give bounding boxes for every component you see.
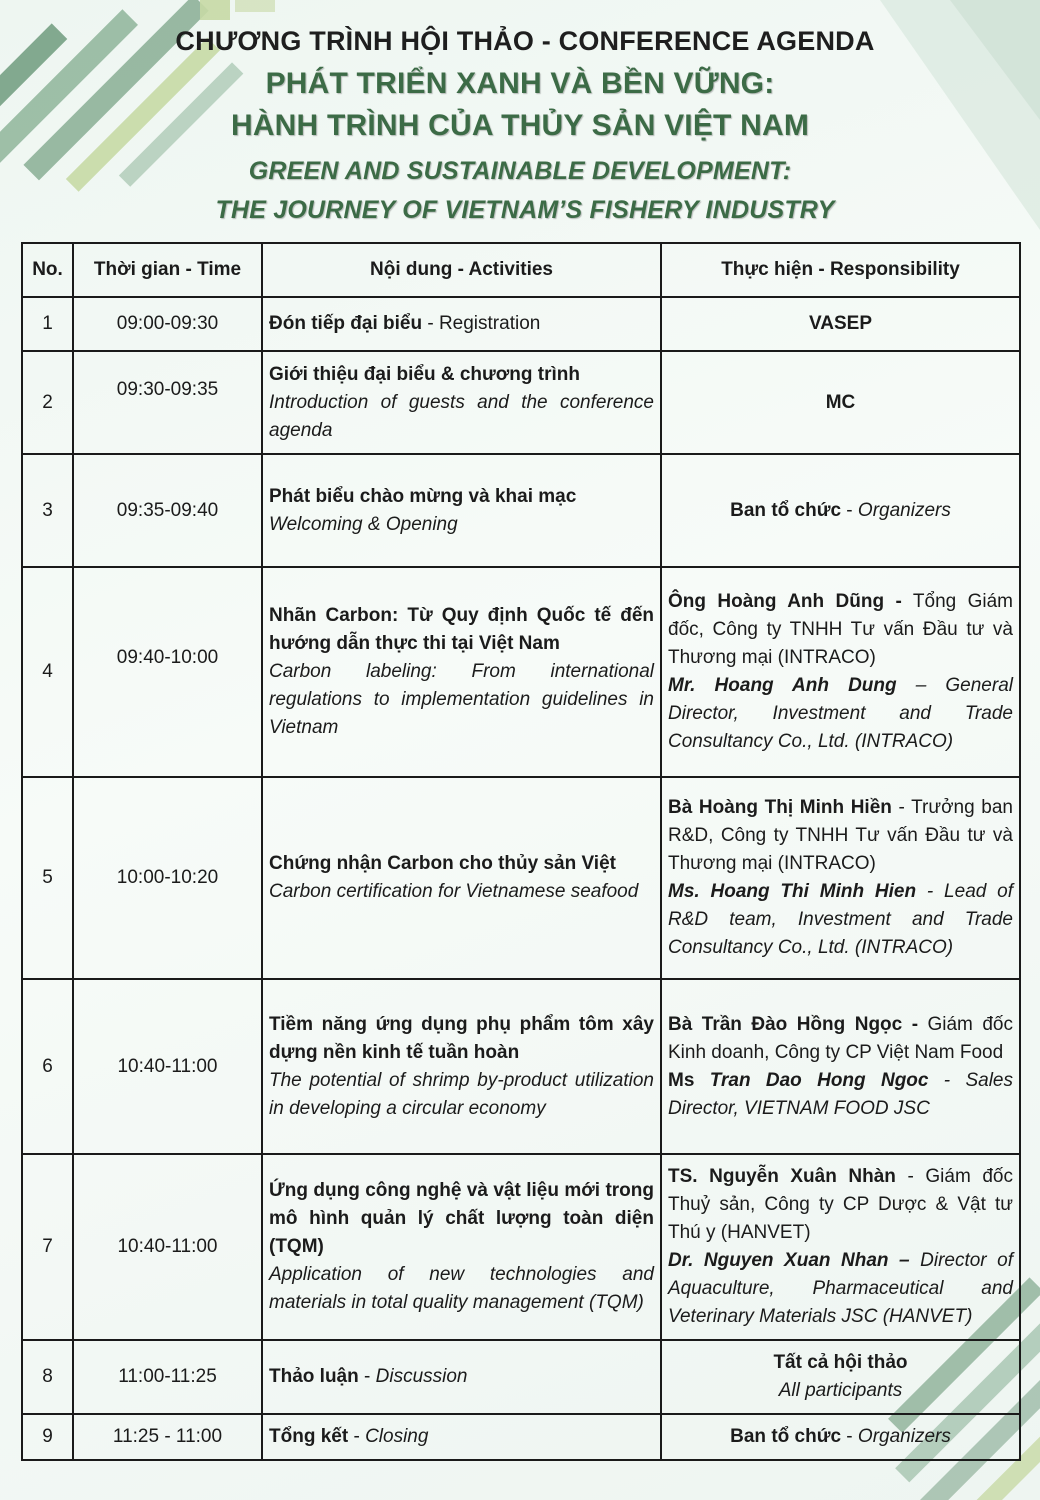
theme-title-en-line1: GREEN AND SUSTAINABLE DEVELOPMENT: <box>248 157 792 185</box>
agenda-title: CHƯƠNG TRÌNH HỘI THẢO - CONFERENCE AGENDA <box>175 26 875 56</box>
activity-vi: Thảo luận <box>269 1366 359 1387</box>
row-time: 11:25 - 11:00 <box>73 1414 262 1460</box>
row-time: 11:00-11:25 <box>73 1340 262 1414</box>
row-responsibility <box>661 1340 1020 1414</box>
row-no: 2 <box>22 351 73 454</box>
row-no: 8 <box>22 1340 73 1414</box>
activity-vi: Tiềm năng ứng dụng phụ phẩm tôm xây dựng nền kinh tế tuần hoàn <box>269 1013 654 1063</box>
row-activity <box>262 777 661 979</box>
responsibility-en: All participants <box>778 1380 903 1401</box>
row-time-text: 09:40-10:00 <box>116 647 219 668</box>
row-no: 5 <box>22 777 73 979</box>
speaker-role-vi: Giám đốc Kinh doanh, Công ty CP Việt Nam Food <box>668 1013 1013 1063</box>
table-row <box>22 1154 1020 1340</box>
row-activity <box>262 1340 661 1414</box>
row-activity <box>262 1154 661 1340</box>
row-responsibility <box>661 1414 1020 1460</box>
speaker-name-en: Mr. Hoang Anh Dung <box>668 675 897 696</box>
row-activity <box>262 567 661 777</box>
responsibility-vi: VASEP <box>808 313 872 334</box>
speaker-role-vi: - Giám đốc Thuỷ sản, Công ty CP Dược & Vật tư Thú y (HANVET) <box>668 1166 1013 1243</box>
speaker-role-en: Director of Aquaculture, Pharmaceutical and Veterinary Materials JSC (HANVET) <box>668 1250 1013 1327</box>
responsibility-vi: MC <box>825 391 856 413</box>
theme-title-vi-line1: PHÁT TRIỂN XANH VÀ BỀN VỮNG: <box>265 67 775 100</box>
table-row <box>22 777 1020 979</box>
row-no: 3 <box>22 454 73 567</box>
row-no: 1 <box>22 297 73 351</box>
row-time-text: 09:30-09:35 <box>116 379 219 400</box>
speaker-name-vi: TS. Nguyễn Xuân Nhàn <box>668 1166 896 1187</box>
responsibility-en: Organizers <box>857 1426 951 1447</box>
row-activity <box>262 1414 661 1460</box>
speaker-title-en: Ms <box>668 1069 710 1091</box>
row-time: 09:00-09:30 <box>73 297 262 351</box>
activity-en: Introduction of guests and the conference agenda <box>269 391 654 441</box>
row-responsibility <box>661 979 1020 1154</box>
col-header-activities: Nội dung - Activities <box>262 243 661 297</box>
theme-title-en-line2: THE JOURNEY OF VIETNAM’S FISHERY INDUSTRY <box>215 196 835 224</box>
agenda-header <box>0 26 1040 225</box>
row-activity <box>262 454 661 567</box>
row-responsibility <box>661 454 1020 567</box>
row-responsibility <box>661 567 1020 777</box>
responsibility-separator: - <box>841 499 858 521</box>
row-time <box>73 567 262 777</box>
activity-en: Carbon certification for Vietnamese seafood <box>269 881 639 902</box>
col-header-responsibility: Thực hiện - Responsibility <box>661 243 1020 297</box>
row-responsibility <box>661 777 1020 979</box>
activity-en: Discussion <box>375 1366 468 1387</box>
table-row <box>22 351 1020 454</box>
activity-separator: - <box>422 313 439 334</box>
activity-en: Application of new technologies and materials in total quality management (TQM) <box>269 1264 654 1313</box>
responsibility-vi: Ban tổ chức <box>730 1426 842 1447</box>
responsibility-en: Organizers <box>857 499 951 521</box>
speaker-name-vi: Bà Trần Đào Hồng Ngọc - <box>668 1013 919 1035</box>
speaker-name-vi: Bà Hoàng Thị Minh Hiền <box>668 797 892 818</box>
agenda-table <box>21 242 1021 1461</box>
speaker-name-en: Dr. Nguyen Xuan Nhan – <box>668 1250 910 1271</box>
row-responsibility <box>661 351 1020 454</box>
activity-vi: Đón tiếp đại biểu <box>269 313 423 334</box>
table-row <box>22 297 1020 351</box>
activity-vi: Tổng kết <box>269 1426 349 1447</box>
speaker-name-vi: Ông Hoàng Anh Dũng - <box>668 591 902 612</box>
row-time: 10:40-11:00 <box>73 979 262 1154</box>
row-activity <box>262 979 661 1154</box>
col-header-time: Thời gian - Time <box>73 243 262 297</box>
speaker-role-en: - Lead of R&D team, Investment and Trade Consultancy Co., Ltd. (INTRACO) <box>668 881 1013 958</box>
activity-en: The potential of shrimp by-product utilization in developing a circular economy <box>269 1069 654 1119</box>
row-time: 10:40-11:00 <box>73 1154 262 1340</box>
activity-vi: Ứng dụng công nghệ và vật liệu mới trong mô hình quản lý chất lượng toàn diện (TQM) <box>269 1180 654 1257</box>
activity-separator: - <box>348 1426 366 1447</box>
activity-en: Closing <box>365 1426 429 1447</box>
table-row <box>22 1414 1020 1460</box>
activity-vi: Phát biểu chào mừng và khai mạc <box>269 485 577 507</box>
activity-vi: Giới thiệu đại biểu & chương trình <box>269 363 580 385</box>
responsibility-vi: Tất cả hội thảo <box>773 1352 908 1373</box>
row-responsibility <box>661 1154 1020 1340</box>
row-time <box>73 351 262 454</box>
row-no: 4 <box>22 567 73 777</box>
speaker-role-en: - Sales Director, VIETNAM FOOD JSC <box>668 1069 1013 1119</box>
col-header-no: No. <box>22 243 73 297</box>
speaker-role-vi: Tổng Giám đốc, Công ty TNHH Tư vấn Đầu tư và Thương mại (INTRACO) <box>668 591 1013 668</box>
theme-title-vi-line2: HÀNH TRÌNH CỦA THỦY SẢN VIỆT NAM <box>230 109 810 142</box>
row-time: 10:00-10:20 <box>73 777 262 979</box>
row-no: 7 <box>22 1154 73 1340</box>
activity-en: Carbon labeling: From international regulations to implementation guidelines in Vietnam <box>269 661 654 738</box>
activity-separator: - <box>358 1366 376 1387</box>
row-responsibility <box>661 297 1020 351</box>
row-no: 9 <box>22 1414 73 1460</box>
table-row <box>22 1340 1020 1414</box>
row-activity <box>262 351 661 454</box>
speaker-name-en: Ms. Hoang Thi Minh Hien <box>668 881 917 902</box>
table-header-row <box>22 243 1020 297</box>
table-row <box>22 979 1020 1154</box>
row-activity <box>262 297 661 351</box>
activity-en: Welcoming & Opening <box>269 513 458 535</box>
activity-en: Registration <box>438 313 541 334</box>
speaker-role-en: – General Director, Investment and Trade Consultancy Co., Ltd. (INTRACO) <box>668 675 1013 752</box>
table-row <box>22 567 1020 777</box>
speaker-name-en: Tran Dao Hong Ngoc <box>709 1069 929 1091</box>
row-no: 6 <box>22 979 73 1154</box>
activity-vi: Nhãn Carbon: Từ Quy định Quốc tế đến hướng dẫn thực thi tại Việt Nam <box>269 605 654 654</box>
activity-vi: Chứng nhận Carbon cho thủy sản Việt <box>269 853 616 874</box>
responsibility-separator: - <box>841 1426 858 1447</box>
responsibility-vi: Ban tổ chức <box>730 499 842 521</box>
table-row <box>22 454 1020 567</box>
speaker-role-vi: - Trưởng ban R&D, Công ty TNHH Tư vấn Đầu tư và Thương mại (INTRACO) <box>668 797 1013 874</box>
row-time: 09:35-09:40 <box>73 454 262 567</box>
